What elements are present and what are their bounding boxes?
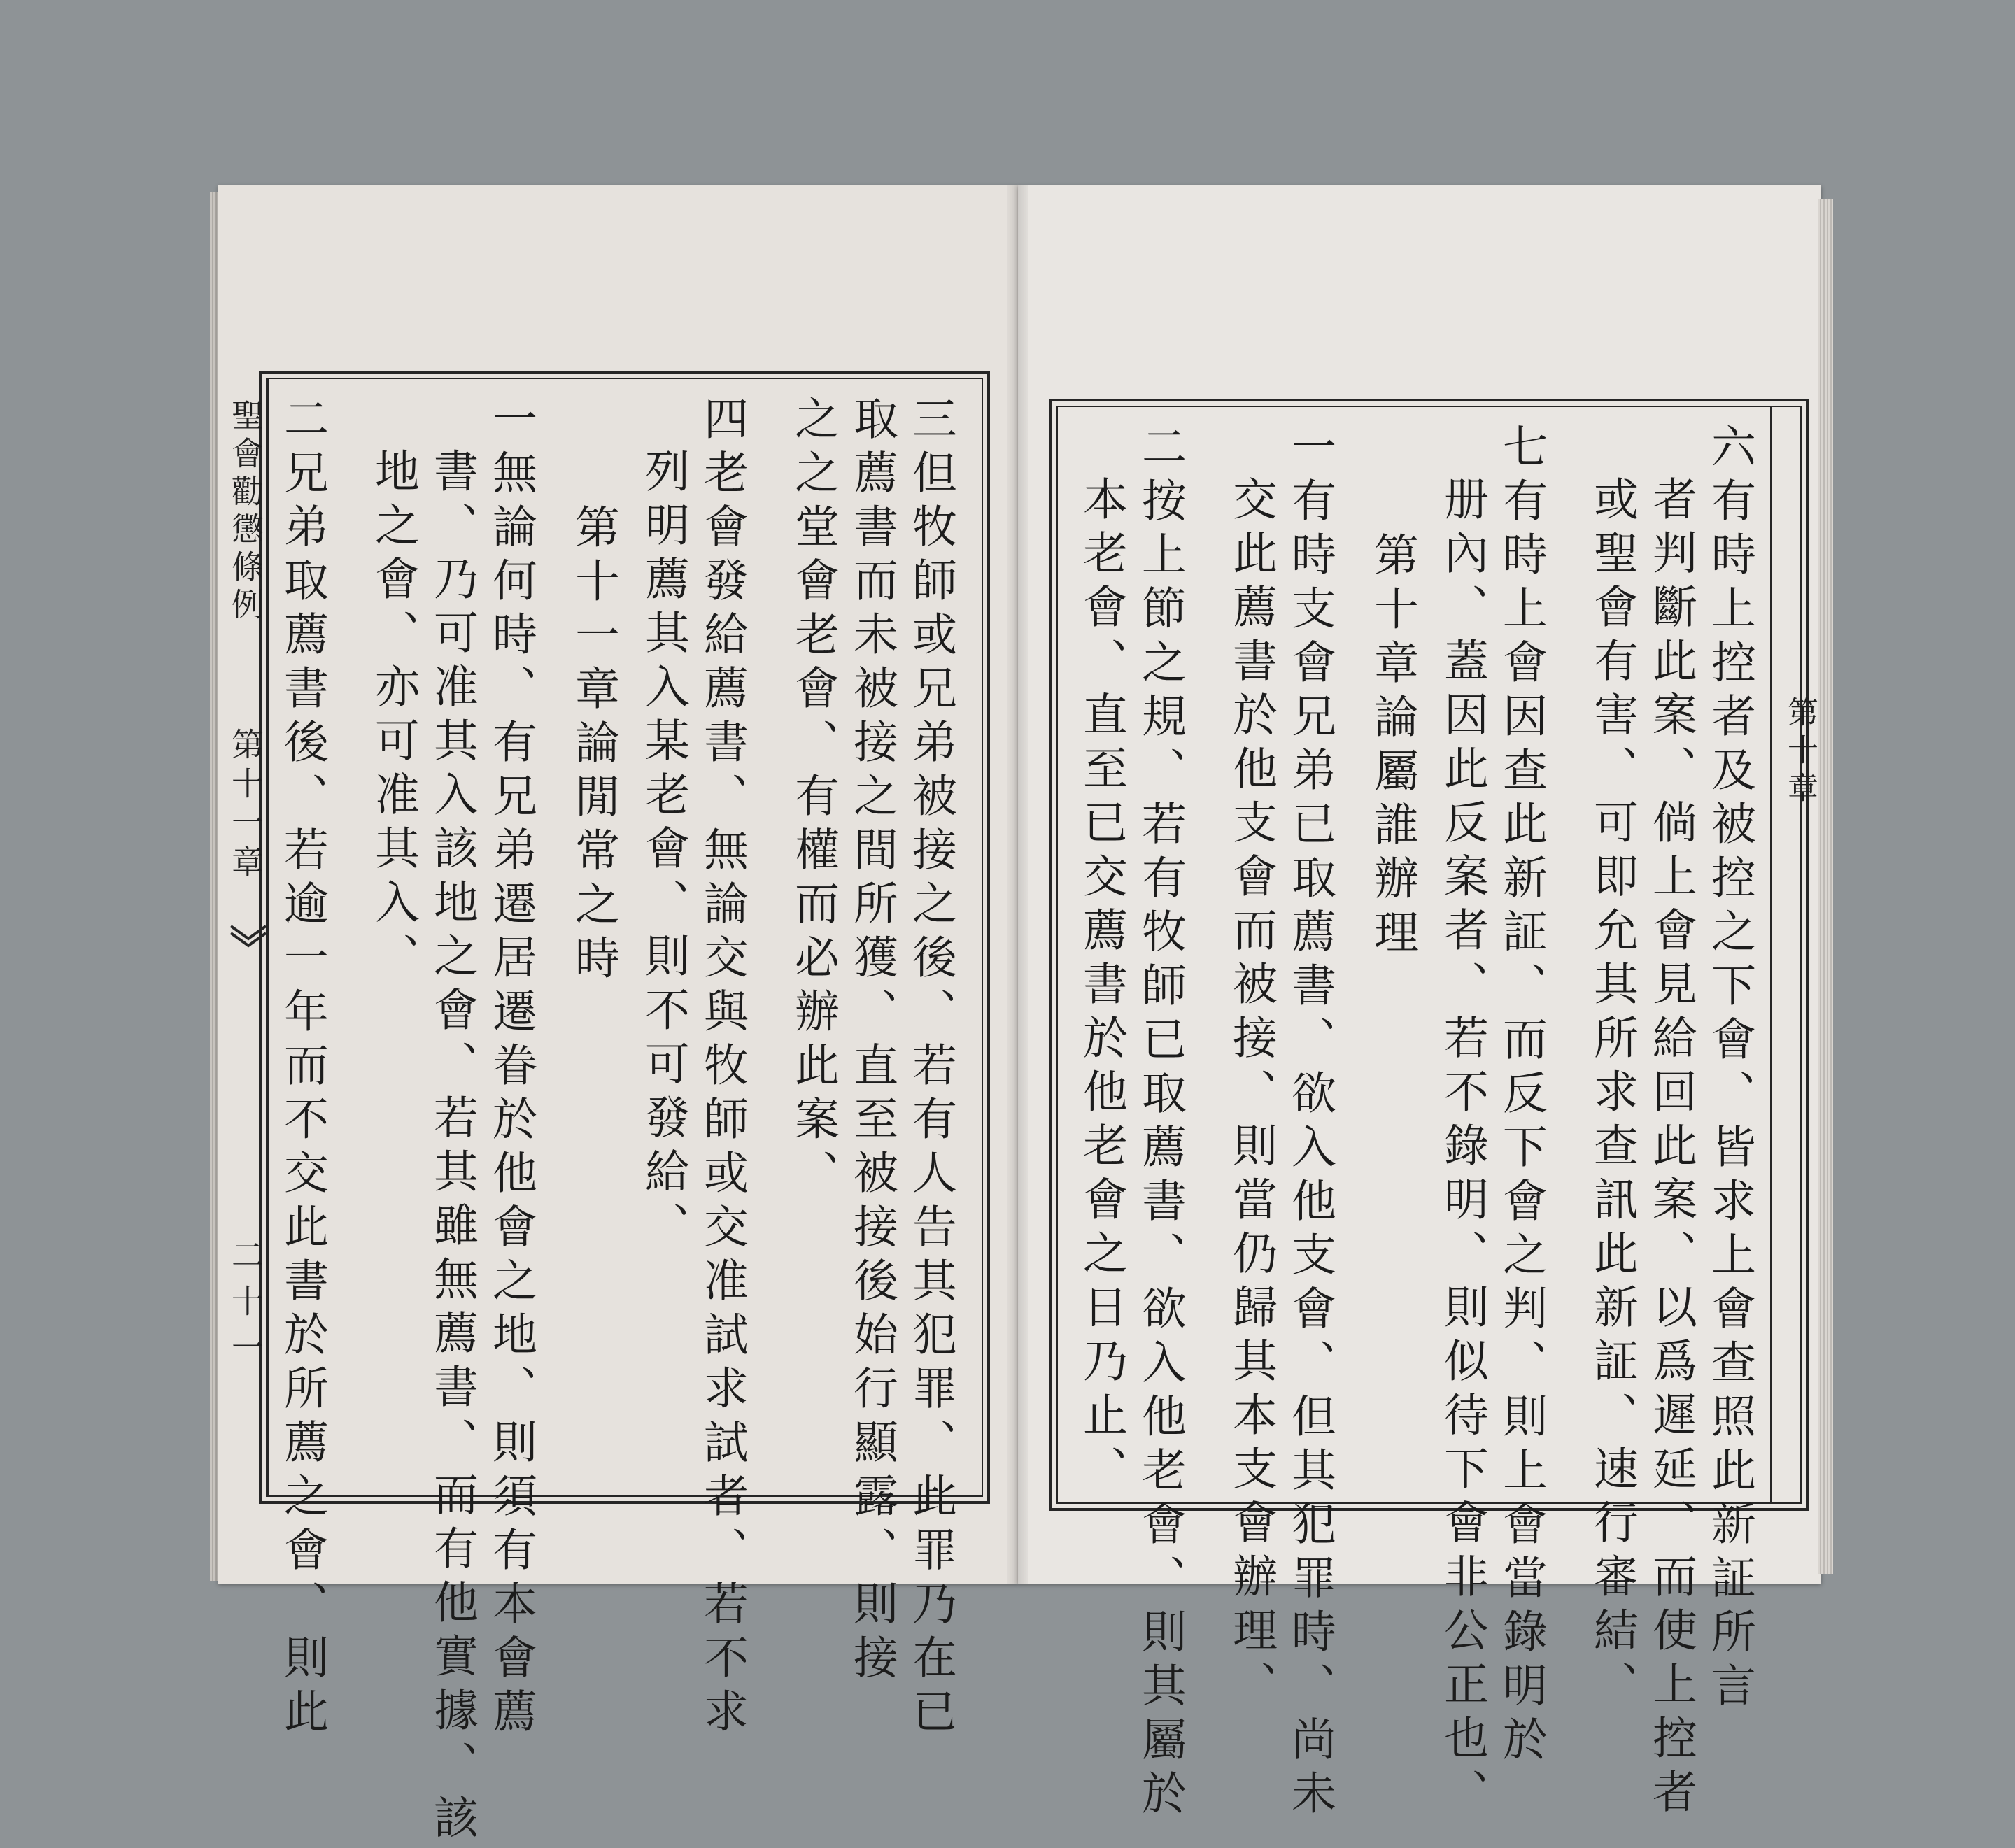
right-column-8: 交此薦書於他支會而被接、則當仍歸其本支會辦理、	[1225, 476, 1277, 1714]
right-column-4: 七有時上會因查此新証、而反下會之判、則上會當錄明於	[1495, 423, 1547, 1770]
right-page-edges	[1818, 199, 1833, 1574]
left-column-9: 地之會、亦可准其入、	[367, 448, 419, 986]
left-margin-page-number: 二十一	[227, 1238, 264, 1377]
left-column-5: 列明薦其入某老會、則不可發給、	[637, 448, 689, 1256]
left-chapter-heading: 第十一章論閒常之時	[567, 504, 619, 988]
right-margin-rule	[1770, 407, 1772, 1502]
left-column-7: 一無論何時、有兄弟遷居遷眷於他會之地、則須有本會薦	[485, 395, 537, 1742]
right-column-2: 者判斷此案、倘上會見給回此案、以爲遲延、而使上控者	[1645, 476, 1697, 1822]
right-chapter-heading: 第十章論屬誰辦理	[1366, 532, 1418, 962]
left-column-8: 書、乃可准其入該地之會、若其雖無薦書、而有他實據、該	[426, 448, 478, 1848]
left-margin-title: 聖會勸懲條例	[227, 399, 264, 625]
left-column-2: 取薦書而未被接之間所獲、直至被接後始行顯露、則接	[846, 395, 898, 1688]
right-column-5: 册內、蓋因此反案者、若不錄明、則似待下會非公正也、	[1436, 476, 1488, 1822]
right-column-3: 或聖會有害、可即允其所求查訊此新証、速行審結、	[1586, 476, 1638, 1714]
fishtail-mark-icon	[228, 923, 269, 951]
right-column-10: 本老會、直至已交薦書於他老會之日乃止、	[1075, 476, 1127, 1499]
left-column-1: 三但牧師或兄弟被接之後、若有人告其犯罪、此罪乃在已	[905, 395, 956, 1742]
right-column-1: 六有時上控者及被控之下會、皆求上會查照此新証所言	[1704, 423, 1755, 1716]
left-column-10: 二兄弟取薦書後、若逾一年而不交此書於所薦之會、則此	[276, 395, 328, 1742]
left-margin-chapter: 第十一章	[227, 727, 264, 884]
left-column-3: 之之堂會老會、有權而必辦此案、	[787, 395, 839, 1203]
right-margin-chapter: 第十章	[1782, 696, 1818, 809]
right-column-9: 二按上節之規、若有牧師已取薦書、欲入他老會、則其屬於	[1134, 423, 1186, 1824]
right-column-7: 一有時支會兄弟已取薦書、欲入他支會、但其犯罪時、尚未	[1284, 423, 1336, 1824]
book-gutter	[1008, 185, 1028, 1584]
left-column-4: 四老會發給薦書、無論交與牧師或交准試求試者、若不求	[696, 395, 748, 1742]
